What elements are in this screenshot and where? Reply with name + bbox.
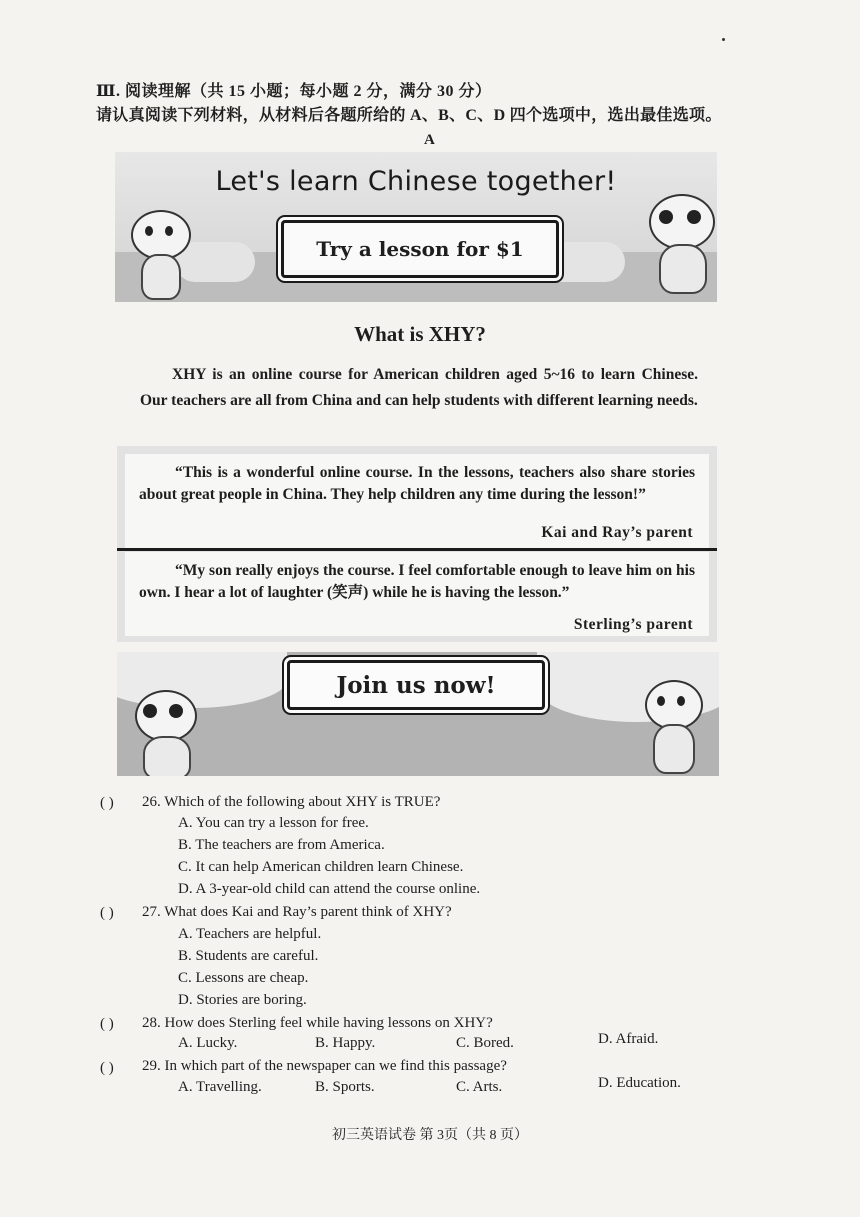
option-26-d: D. A 3-year-old child can attend the course online. <box>178 881 481 897</box>
offer-label: Try a lesson for $1 <box>316 237 524 261</box>
option-29-d: D. Education. <box>598 1075 681 1091</box>
option-28-c: C. Bored. <box>456 1035 514 1051</box>
panda-mascot-icon <box>127 686 203 776</box>
testimonial-author: Kai and Ray’s parent <box>541 524 693 541</box>
option-26-c: C. It can help American children learn Chinese. <box>178 859 464 875</box>
option-29-b: B. Sports. <box>315 1079 375 1095</box>
testimonial-text: “My son really enjoys the course. I feel comfortable enough to leave him on his own. I hear a lot of laughter (笑声) while he is having the lesson.” <box>139 562 695 601</box>
join-box <box>287 660 545 710</box>
testimonials <box>117 446 717 642</box>
option-26-a: A. You can try a lesson for free. <box>178 815 369 831</box>
option-29-c: C. Arts. <box>456 1079 503 1095</box>
question-28: 28. How does Sterling feel while having lessons on XHY? <box>142 1015 493 1031</box>
section-title: Ⅲ. 阅读理解（共 15 小题；每小题 2 分，满分 30 分） <box>96 83 492 100</box>
question-29: 29. In which part of the newspaper can we find this passage? <box>142 1058 507 1074</box>
ad-banner-top <box>115 152 717 302</box>
question-26: 26. Which of the following about XHY is TRUE? <box>142 794 441 810</box>
option-27-d: D. Stories are boring. <box>178 992 307 1008</box>
option-28-a: A. Lucky. <box>178 1035 238 1051</box>
banner-title: Let's learn Chinese together! <box>215 166 617 197</box>
answer-blank: ( ) <box>100 1016 114 1032</box>
testimonial-text: “This is a wonderful online course. In the lessons, teachers also share stories about great people in China. They help children any time during the lesson!” <box>139 464 695 503</box>
option-27-b: B. Students are careful. <box>178 948 319 964</box>
scan-dot <box>722 38 725 41</box>
instruction-text: 请认真阅读下列材料，从材料后各题所给的 A、B、C、D 四个选项中，选出最佳选项。 <box>96 107 722 124</box>
option-28-d: D. Afraid. <box>598 1031 659 1047</box>
answer-blank: ( ) <box>100 905 114 921</box>
option-29-a: A. Travelling. <box>178 1079 262 1095</box>
option-26-b: B. The teachers are from America. <box>178 837 385 853</box>
option-27-c: C. Lessons are cheap. <box>178 970 309 986</box>
dragon-mascot-icon <box>121 210 201 300</box>
dragon-mascot-icon <box>637 674 711 774</box>
option-27-a: A. Teachers are helpful. <box>178 926 322 942</box>
testimonial-card <box>125 454 709 548</box>
answer-blank: ( ) <box>100 1060 114 1076</box>
option-28-b: B. Happy. <box>315 1035 376 1051</box>
offer-box <box>281 220 559 278</box>
ad-intro: XHY is an online course for American children aged 5~16 to learn Chinese. Our teachers are all from China and can help students with different learning needs. <box>140 366 698 409</box>
join-label: Join us now! <box>336 671 496 699</box>
answer-blank: ( ) <box>100 795 114 811</box>
panda-mascot-icon <box>635 194 717 294</box>
ad-heading: What is XHY? <box>354 322 486 346</box>
page-footer: 初三英语试卷 第 3页（共 8 页） <box>332 1128 528 1143</box>
testimonial-card <box>125 552 709 636</box>
ad-banner-bottom <box>117 652 719 776</box>
question-27: 27. What does Kai and Ray’s parent think of XHY? <box>142 904 452 920</box>
divider <box>117 548 717 551</box>
passage-letter: A <box>424 132 435 148</box>
testimonial-author: Sterling’s parent <box>573 616 693 633</box>
